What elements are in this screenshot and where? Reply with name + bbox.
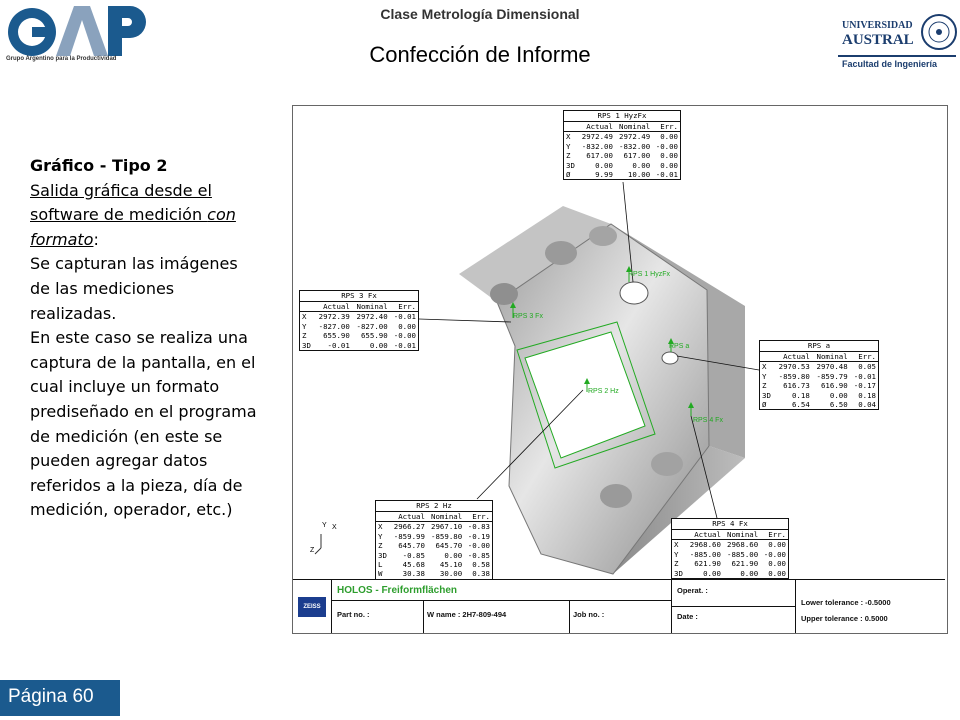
measure-box-cell: -827.00 [356, 321, 388, 331]
measure-box-row [672, 540, 788, 550]
measure-box-cell: 655.90 [323, 331, 350, 341]
axis-x-label: X [332, 524, 337, 531]
measure-box-rps1 [563, 110, 681, 180]
measure-box-title: RPS 2 Hz [376, 501, 492, 512]
measure-box-cell: Ø [566, 170, 571, 180]
measure-box-cell: 2968.60 [689, 540, 721, 550]
measure-box-cell: W [378, 569, 383, 579]
measure-box-col-header: Err. [850, 352, 878, 362]
measure-box-cell: -859.79 [816, 371, 848, 381]
measure-box-col-header: Actual [686, 530, 723, 540]
measure-box-cell: 0.18 [858, 390, 876, 400]
w-name-field: W name : 2H7-809-494 [427, 610, 507, 619]
measure-box-cell: -0.01 [853, 371, 876, 381]
logo-faculty: Facultad de Ingeniería [842, 59, 938, 69]
measure-box-row [564, 142, 680, 151]
measure-box-cell: -0.85 [467, 550, 490, 560]
measure-box-col-header: Nominal [723, 530, 760, 540]
measure-box-title: RPS 3 Fx [300, 291, 418, 302]
measure-box-header [672, 530, 788, 540]
measure-box-cell: -0.83 [467, 522, 490, 532]
measure-box-cell: 645.70 [435, 541, 463, 551]
measure-box-cell: 621.90 [694, 559, 721, 569]
measure-box-cell: Y [674, 549, 679, 559]
upper-tolerance: Upper tolerance : 0.5000 [801, 614, 888, 623]
measure-box-cell: 3D [378, 550, 387, 560]
measure-box-cell: -0.01 [655, 170, 678, 180]
measure-box-cell: -827.00 [318, 321, 350, 331]
measure-box-title: RPS a [760, 341, 878, 352]
measure-box-row [564, 170, 680, 179]
measure-box-cell: 30.00 [439, 569, 463, 579]
measure-box-cell: X [378, 522, 383, 532]
measure-box-cell: 2970.53 [778, 362, 810, 372]
measure-box-cell: 616.90 [820, 381, 848, 391]
measure-box-cell: -0.19 [467, 531, 490, 541]
zeiss-logo: ZEISS [298, 597, 326, 617]
measure-box-cell: L [378, 560, 383, 570]
measure-box-cell: Y [302, 321, 307, 331]
measure-box-cell: 655.90 [360, 331, 388, 341]
measure-box-cell: -885.00 [727, 549, 759, 559]
description-line1-end: : [93, 229, 99, 249]
measure-box-cell: Y [566, 141, 571, 151]
measure-box-cell: 0.00 [768, 540, 786, 550]
measure-box-title: RPS 4 Fx [672, 519, 788, 530]
measure-box-row [672, 559, 788, 568]
measure-box-cell: X [674, 540, 679, 550]
measure-box-cell: 617.00 [623, 151, 651, 161]
measure-box-cell: Z [762, 381, 767, 391]
measure-box-header [564, 122, 680, 132]
measure-box-cell: 30.38 [402, 569, 425, 579]
lower-tolerance: Lower tolerance : -0.5000 [801, 598, 891, 607]
measure-box-cell: 45.68 [402, 560, 425, 570]
measure-box-header [300, 302, 418, 312]
measure-box-cell: 645.70 [398, 541, 425, 551]
logo-line1: UNIVERSIDAD [842, 20, 913, 31]
measure-box-row [760, 400, 878, 409]
measure-box-cell: -0.17 [853, 381, 876, 391]
measure-box-cell: -0.01 [393, 312, 416, 322]
measure-box-cell: Y [762, 371, 767, 381]
measure-box-rps4 [671, 518, 789, 579]
measure-box-cell: 3D [302, 340, 311, 350]
part-no-field: Part no. : [337, 610, 370, 619]
description-text [30, 154, 260, 523]
page-title: Confección de Informe [369, 42, 591, 67]
measure-box-rps2 [375, 500, 493, 580]
axis-z-label: Z [310, 547, 315, 554]
measure-box-row [300, 331, 418, 340]
measure-box-row [672, 550, 788, 559]
measure-box-cell: 0.05 [858, 362, 876, 372]
measure-box-cell: 2972.49 [619, 132, 651, 142]
measure-box-cell: 617.00 [586, 151, 613, 161]
measure-box-cell: -0.85 [402, 550, 425, 560]
measure-box-cell: 2972.49 [581, 132, 613, 142]
measure-box-row [376, 569, 492, 578]
measure-box-cell: -885.00 [689, 549, 721, 559]
measure-box-row [300, 322, 418, 331]
measure-box-cell: Z [378, 541, 383, 551]
measure-box-row [564, 161, 680, 170]
measure-box-cell: 0.00 [740, 568, 759, 578]
measure-box-cell: -0.01 [393, 340, 416, 350]
measure-box-cell: 0.58 [472, 560, 490, 570]
measure-box-title: RPS 1 HyzFx [564, 111, 680, 122]
measure-box-col-header: Actual [314, 302, 352, 312]
holos-app-title: HOLOS - Freiformflächen [337, 585, 458, 596]
measure-box-row [564, 132, 680, 142]
measure-box-col-header: Actual [390, 512, 427, 522]
measure-box-cell: -0.00 [763, 549, 786, 559]
measure-box-cell: 0.00 [660, 151, 678, 161]
measure-box-row [760, 381, 878, 390]
measure-box-cell: Ø [762, 400, 767, 410]
measure-box-col-header: Nominal [812, 352, 850, 362]
measure-box-cell: 0.00 [595, 160, 613, 170]
measure-box-cell: 0.04 [858, 400, 876, 410]
description-line1: Salida gráfica desde el software de medición [30, 180, 212, 225]
measure-box-cell: -859.80 [431, 531, 463, 541]
measure-box-row [376, 532, 492, 541]
measure-box-cell: X [762, 362, 767, 372]
operator-field: Operat. : [677, 586, 708, 595]
measure-box-rpsa [759, 340, 879, 410]
measure-box-cell: 3D [674, 568, 683, 578]
part-label-rps4: RPS 4 Fx [693, 417, 723, 424]
measure-box-row [376, 522, 492, 532]
measure-box-cell: 0.00 [369, 340, 388, 350]
zeiss-logo-cell [293, 580, 332, 633]
measure-box-cell: -859.99 [393, 531, 425, 541]
measure-box-cell: -0.00 [655, 141, 678, 151]
measure-box-cell: 0.18 [791, 390, 810, 400]
measure-box-cell: 0.00 [768, 559, 786, 569]
measure-box-cell: 3D [762, 390, 771, 400]
measure-box-cell: 621.90 [731, 559, 759, 569]
job-no-field: Job no. : [573, 610, 605, 619]
measure-box-cell: -832.00 [619, 141, 651, 151]
measure-box-cell: 2970.48 [816, 362, 848, 372]
date-field: Date : [677, 612, 698, 621]
measure-box-col-header: Err. [390, 302, 418, 312]
page-number: Página 60 [8, 686, 94, 707]
measure-box-col-header: Err. [652, 122, 680, 132]
measure-box-col-header: Nominal [427, 512, 464, 522]
description-line1-italic: con formato [30, 205, 236, 249]
gap-tagline: Grupo Argentino para la Productividad [6, 56, 117, 62]
measure-box-cell: -832.00 [581, 141, 613, 151]
measure-box-cell: Z [302, 331, 307, 341]
measure-box-row [760, 372, 878, 381]
measure-box-cell: 2967.10 [431, 522, 463, 532]
measure-box-cell: 45.10 [439, 560, 463, 570]
measure-box-cell: 0.00 [398, 321, 416, 331]
measure-box-cell: 10.00 [627, 170, 651, 180]
measure-box-row [300, 312, 418, 322]
measure-box-cell: 2966.27 [393, 522, 425, 532]
logo-line2: AUSTRAL [842, 32, 914, 48]
measure-box-row [376, 560, 492, 569]
course-title: Clase Metrología Dimensional [380, 6, 580, 22]
measure-box-cell: Z [566, 151, 571, 161]
measure-box-cell: 2968.60 [727, 540, 759, 550]
measure-box-cell: 6.54 [791, 400, 810, 410]
measure-box-cell: 0.00 [632, 160, 651, 170]
measure-box-cell: 2972.40 [356, 312, 388, 322]
measure-box-col-header: Nominal [352, 302, 390, 312]
measure-box-col-header: Err. [760, 530, 788, 540]
measure-box-cell: 0.00 [660, 132, 678, 142]
measure-box-col-header: Err. [464, 512, 492, 522]
measure-box-cell: 9.99 [595, 170, 613, 180]
measure-box-cell: 0.00 [829, 390, 848, 400]
measure-box-cell: 3D [566, 160, 575, 170]
measure-box-col-header: Actual [578, 122, 615, 132]
measure-box-cell: 2972.39 [318, 312, 350, 322]
measure-box-row [376, 551, 492, 560]
university-seal-icon [920, 10, 958, 54]
measure-box-cell: 0.00 [660, 160, 678, 170]
measure-box-cell: Y [378, 531, 383, 541]
measure-box-cell: -0.00 [467, 541, 490, 551]
measure-box-cell: 0.00 [444, 550, 463, 560]
measure-box-row [672, 569, 788, 578]
measure-box-row [376, 541, 492, 550]
axis-y-label: Y [322, 522, 327, 529]
description-para2: Se capturan las imágenes de las mediciones realizadas. [30, 254, 238, 323]
description-heading: Gráfico - Tipo 2 [30, 156, 168, 175]
measure-box-cell: 0.00 [768, 568, 786, 578]
measure-box-row [300, 341, 418, 350]
cad-report-screenshot [292, 105, 948, 634]
measure-box-header [376, 512, 492, 522]
measure-box-cell: -0.01 [327, 340, 350, 350]
measure-box-cell: 0.00 [703, 568, 721, 578]
measure-box-cell: X [566, 132, 571, 142]
measure-box-cell: X [302, 312, 307, 322]
measure-box-cell: -0.00 [393, 331, 416, 341]
universidad-austral-logo [838, 6, 958, 72]
measure-box-col-header: Actual [774, 352, 812, 362]
measure-box-cell: 0.38 [472, 569, 490, 579]
measure-box-cell: 616.73 [783, 381, 810, 391]
measure-box-row [760, 362, 878, 372]
report-footer [293, 579, 945, 633]
part-label-rps2: RPS 2 Hz [588, 388, 619, 395]
measure-box-row [760, 391, 878, 400]
part-label-rps1: RPS 1 HyzFx [628, 271, 671, 278]
measure-box-header [760, 352, 878, 362]
measure-box-rps3 [299, 290, 419, 351]
measure-box-cell: Z [674, 559, 679, 569]
part-label-rpsa: RPS a [669, 343, 690, 350]
measure-box-cell: -859.80 [778, 371, 810, 381]
measure-box-col-header: Nominal [615, 122, 652, 132]
part-label-rps3: RPS 3 Fx [513, 313, 543, 320]
description-para3: En este caso se realiza una captura de la pantalla, en el cual incluye un formato prediseñado en el programa de medición (en este se pueden agregar datos referidos a la pieza, día de medición, operador, etc.) [30, 328, 257, 520]
measure-box-row [564, 151, 680, 160]
measure-box-cell: 6.50 [829, 400, 848, 410]
